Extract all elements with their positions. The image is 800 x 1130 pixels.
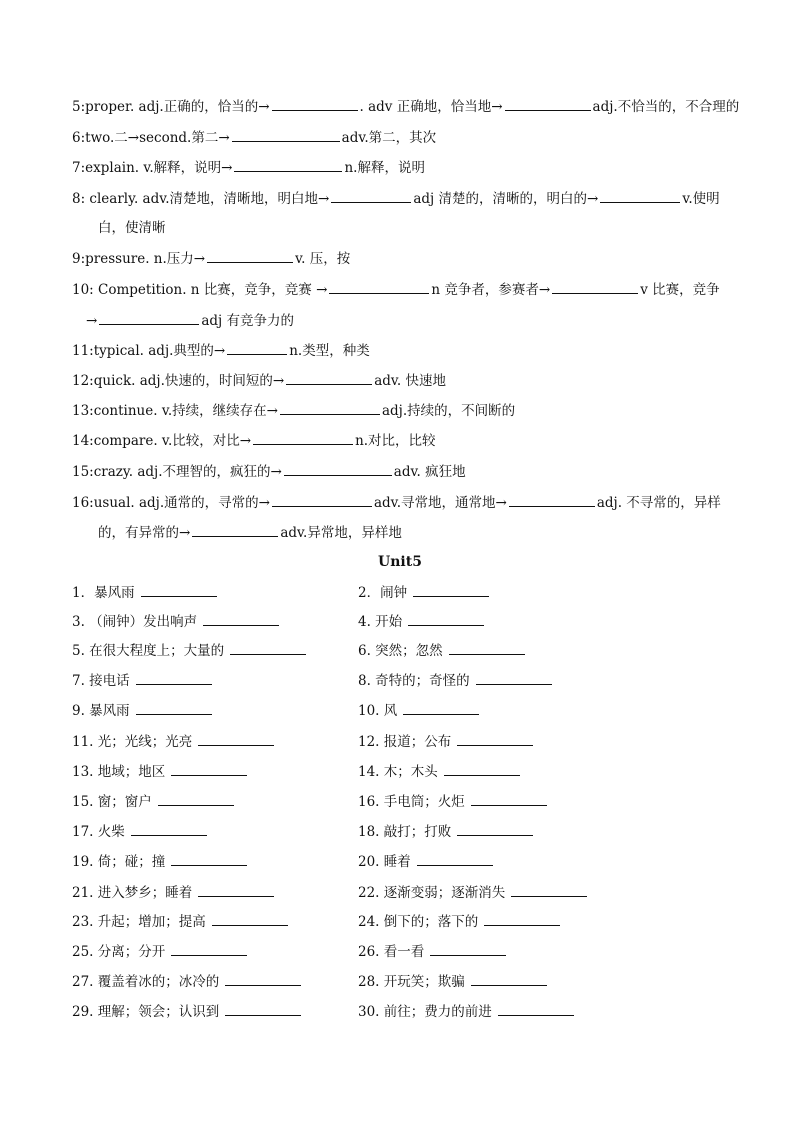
answer-blank[interactable]	[225, 971, 301, 986]
vocab-item	[358, 611, 486, 632]
vocab-item	[358, 791, 549, 812]
vocab-item	[72, 611, 281, 632]
answer-blank[interactable]	[207, 248, 293, 263]
vocab-item	[358, 941, 508, 962]
vocab-label: 18. 敲打；打败	[358, 824, 452, 840]
item-9: 9:pressure. n.压力→ v. 压，按	[72, 248, 732, 269]
vocab-item	[358, 700, 481, 721]
item-16: 16:usual. adj.通常的，寻常的→ adv.寻常地，通常地→ adj. 不寻常的，异样	[72, 492, 732, 513]
answer-blank[interactable]	[158, 791, 234, 806]
answer-blank[interactable]	[329, 279, 429, 294]
vocab-label: 8. 奇特的；奇怪的	[358, 673, 470, 689]
vocab-label: 29. 理解；领会；认识到	[72, 1004, 220, 1020]
vocab-item	[358, 882, 589, 903]
unit-title: Unit5	[378, 554, 422, 570]
item-14: 14:compare. v.比较，对比→ n.对比，比较	[72, 430, 732, 451]
vocab-label: 19. 倚；碰；撞	[72, 854, 166, 870]
answer-blank[interactable]	[457, 731, 533, 746]
vocab-label: 16. 手电筒；火炬	[358, 794, 465, 810]
vocab-label: 12. 报道；公布	[358, 734, 452, 750]
answer-blank[interactable]	[449, 640, 525, 655]
answer-blank[interactable]	[230, 640, 306, 655]
answer-blank[interactable]	[227, 340, 287, 355]
vocab-label: 27. 覆盖着冰的；冰冷的	[72, 974, 220, 990]
answer-blank[interactable]	[171, 851, 247, 866]
vocab-item	[358, 971, 549, 992]
vocab-item	[358, 851, 495, 872]
vocab-label: 9. 暴风雨	[72, 703, 130, 719]
vocab-label: 4. 开始	[358, 614, 403, 630]
answer-blank[interactable]	[198, 731, 274, 746]
vocab-item	[72, 582, 219, 603]
vocab-item	[358, 761, 522, 782]
vocab-label: 10. 风	[358, 703, 398, 719]
vocab-item	[72, 971, 303, 992]
vocab-item	[358, 582, 491, 603]
answer-blank[interactable]	[284, 461, 392, 476]
answer-blank[interactable]	[430, 941, 506, 956]
vocab-item	[358, 731, 535, 752]
item-16-cont: 的，有异常的→ adv.异常地，异样地	[98, 522, 758, 543]
vocab-label: 1．暴风雨	[72, 585, 135, 601]
answer-blank[interactable]	[286, 370, 372, 385]
vocab-item	[72, 640, 308, 661]
answer-blank[interactable]	[331, 188, 411, 203]
answer-blank[interactable]	[232, 127, 340, 142]
vocab-label: 25. 分离；分开	[72, 944, 166, 960]
vocab-label: 15. 窗；窗户	[72, 794, 152, 810]
vocab-label: 7. 接电话	[72, 673, 130, 689]
answer-blank[interactable]	[403, 700, 479, 715]
vocab-item	[358, 821, 535, 842]
answer-blank[interactable]	[498, 1001, 574, 1016]
item-12: 12:quick. adj.快速的，时间短的→ adv. 快速地	[72, 370, 732, 391]
answer-blank[interactable]	[192, 522, 278, 537]
vocab-item	[358, 640, 527, 661]
answer-blank[interactable]	[444, 761, 520, 776]
vocab-item	[72, 941, 249, 962]
vocab-label: 17. 火柴	[72, 824, 125, 840]
vocab-item	[72, 1001, 303, 1022]
item-10-cont: → adj 有竞争力的	[86, 310, 746, 331]
item-8: 8: clearly. adv.清楚地，清晰地，明白地→ adj 清楚的，清晰的，明白的→ v.使明	[72, 188, 732, 209]
answer-blank[interactable]	[280, 400, 380, 415]
vocab-label: 11. 光；光线；光亮	[72, 734, 193, 750]
answer-blank[interactable]	[171, 761, 247, 776]
answer-blank[interactable]	[471, 791, 547, 806]
item-6: 6:two.二→second.第二→ adv.第二，其次	[72, 127, 732, 148]
vocab-item	[72, 851, 249, 872]
answer-blank[interactable]	[413, 582, 489, 597]
answer-blank[interactable]	[600, 188, 680, 203]
answer-blank[interactable]	[509, 492, 595, 507]
vocab-item	[72, 731, 276, 752]
vocab-item	[358, 1001, 576, 1022]
item-10: 10: Competition. n 比赛，竞争，竞赛 → n 竞争者，参赛者→ v 比赛，竞争	[72, 279, 732, 300]
answer-blank[interactable]	[471, 971, 547, 986]
answer-blank[interactable]	[212, 911, 288, 926]
vocab-item	[358, 670, 554, 691]
vocab-label: 30. 前往；费力的前进	[358, 1004, 492, 1020]
vocab-item	[72, 700, 214, 721]
answer-blank[interactable]	[253, 430, 353, 445]
answer-blank[interactable]	[511, 882, 587, 897]
vocab-item	[72, 670, 214, 691]
answer-blank[interactable]	[99, 310, 199, 325]
vocab-label: 28. 开玩笑；欺骗	[358, 974, 465, 990]
answer-blank[interactable]	[457, 821, 533, 836]
vocab-label: 13. 地域；地区	[72, 764, 166, 780]
answer-blank[interactable]	[417, 851, 493, 866]
answer-blank[interactable]	[505, 96, 591, 111]
item-8-cont: 白，使清晰	[98, 220, 166, 236]
answer-blank[interactable]	[408, 611, 484, 626]
answer-blank[interactable]	[198, 882, 274, 897]
vocab-item	[72, 882, 276, 903]
vocab-label: 14. 木；木头	[358, 764, 438, 780]
vocab-item	[358, 911, 562, 932]
answer-blank[interactable]	[136, 670, 212, 685]
item-13: 13:continue. v.持续，继续存在→ adj.持续的，不间断的	[72, 400, 732, 421]
vocab-label: 3. （闹钟）发出响声	[72, 614, 198, 630]
vocab-item	[72, 821, 209, 842]
vocab-label: 22. 逐渐变弱；逐渐消失	[358, 885, 506, 901]
answer-blank[interactable]	[552, 279, 638, 294]
vocab-label: 24. 倒下的；落下的	[358, 914, 479, 930]
answer-blank[interactable]	[203, 611, 279, 626]
answer-blank[interactable]	[272, 96, 358, 111]
answer-blank[interactable]	[131, 821, 207, 836]
vocab-label: 6. 突然；忽然	[358, 643, 443, 659]
item-5: 5:proper. adj.正确的，恰当的→ . adv 正确地，恰当地→ adj.不恰当的，不合理的	[72, 96, 732, 117]
answer-blank[interactable]	[476, 670, 552, 685]
answer-blank[interactable]	[484, 911, 560, 926]
answer-blank[interactable]	[272, 492, 372, 507]
item-15: 15:crazy. adj.不理智的，疯狂的→ adv. 疯狂地	[72, 461, 732, 482]
vocab-item	[72, 791, 236, 812]
answer-blank[interactable]	[234, 157, 342, 172]
item-11: 11:typical. adj.典型的→ n.类型，种类	[72, 340, 732, 361]
vocab-item	[72, 911, 290, 932]
vocab-label: 5. 在很大程度上；大量的	[72, 643, 225, 659]
item-7: 7:explain. v.解释，说明→ n.解释，说明	[72, 157, 732, 178]
vocab-label: 23. 升起；增加；提高	[72, 914, 206, 930]
vocab-item	[72, 761, 249, 782]
answer-blank[interactable]	[225, 1001, 301, 1016]
answer-blank[interactable]	[141, 582, 217, 597]
vocab-label: 26. 看一看	[358, 944, 425, 960]
answer-blank[interactable]	[136, 700, 212, 715]
vocab-label: 20. 睡着	[358, 854, 411, 870]
vocab-label: 21. 进入梦乡；睡着	[72, 885, 193, 901]
vocab-label: 2．闹钟	[358, 585, 408, 601]
answer-blank[interactable]	[171, 941, 247, 956]
